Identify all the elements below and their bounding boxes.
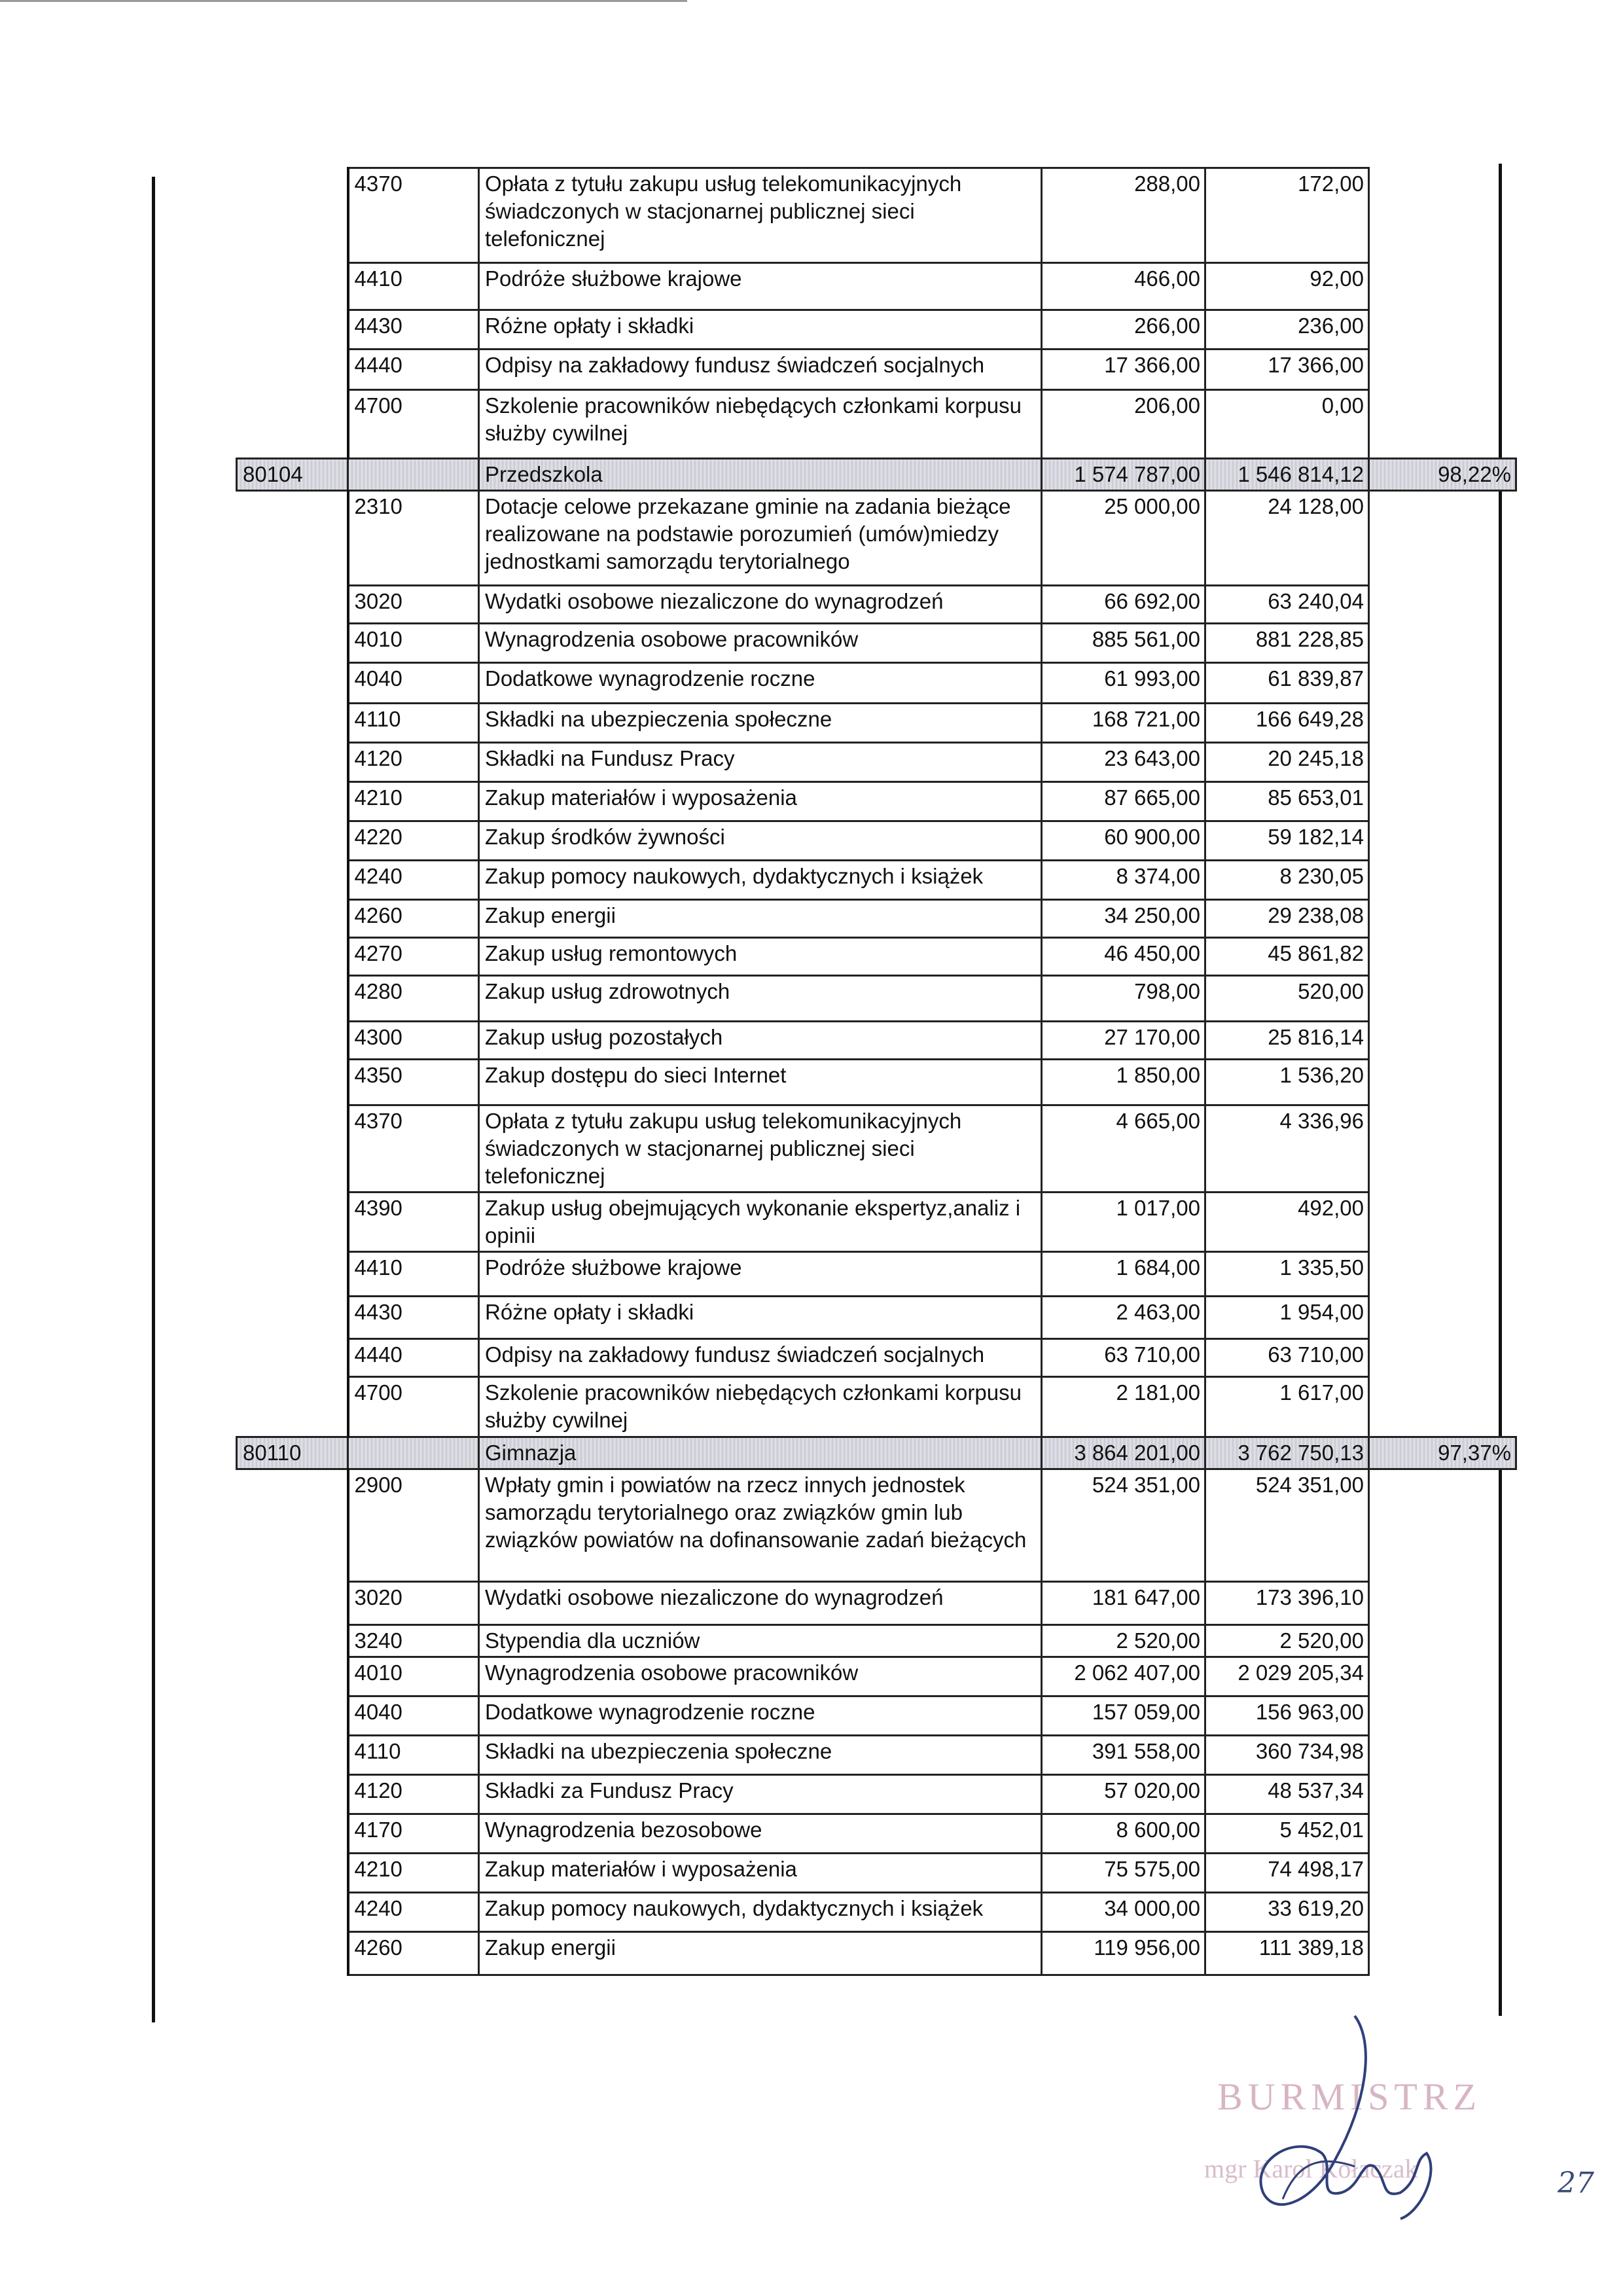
table-row bbox=[237, 390, 1516, 459]
row-description: Odpisy na zakładowy fundusz świadczeń socjalnych bbox=[479, 1339, 1042, 1377]
row-plan: 524 351,00 bbox=[1042, 1469, 1205, 1582]
section-percent: 98,22% bbox=[1369, 459, 1516, 491]
row-execution: 61 839,87 bbox=[1205, 663, 1369, 704]
table-row bbox=[237, 1625, 1516, 1657]
row-percent-blank bbox=[1369, 390, 1516, 459]
row-plan: 2 181,00 bbox=[1042, 1377, 1205, 1437]
row-plan: 168 721,00 bbox=[1042, 704, 1205, 743]
paragraph-code: 4210 bbox=[348, 1854, 479, 1893]
row-percent-blank bbox=[1369, 821, 1516, 861]
table-row bbox=[237, 1060, 1516, 1105]
row-plan: 17 366,00 bbox=[1042, 350, 1205, 390]
row-percent-blank bbox=[1369, 586, 1516, 624]
row-execution: 24 128,00 bbox=[1205, 491, 1369, 586]
paragraph-code: 4040 bbox=[348, 663, 479, 704]
paragraph-code: 4700 bbox=[348, 1377, 479, 1437]
row-percent-blank bbox=[1369, 938, 1516, 976]
row-description: Składki na ubezpieczenia społeczne bbox=[479, 1736, 1042, 1775]
table-row bbox=[237, 586, 1516, 624]
row-execution: 2 520,00 bbox=[1205, 1625, 1369, 1657]
paragraph-code: 4260 bbox=[348, 1932, 479, 1975]
row-execution: 524 351,00 bbox=[1205, 1469, 1369, 1582]
row-description: Wynagrodzenia osobowe pracowników bbox=[479, 624, 1042, 663]
section-blank bbox=[237, 1775, 348, 1814]
row-execution: 33 619,20 bbox=[1205, 1893, 1369, 1932]
handwritten-signature bbox=[1204, 2003, 1479, 2251]
section-blank bbox=[237, 624, 348, 663]
row-plan: 2 062 407,00 bbox=[1042, 1657, 1205, 1696]
row-description: Szkolenie pracowników niebędących członkami korpusu służby cywilnej bbox=[479, 1377, 1042, 1437]
row-description: Odpisy na zakładowy fundusz świadczeń socjalnych bbox=[479, 350, 1042, 390]
section-percent: 97,37% bbox=[1369, 1437, 1516, 1469]
section-plan: 3 864 201,00 bbox=[1042, 1437, 1205, 1469]
row-description: Różne opłaty i składki bbox=[479, 310, 1042, 350]
table-row bbox=[237, 1193, 1516, 1252]
row-percent-blank bbox=[1369, 491, 1516, 586]
table-row bbox=[237, 1736, 1516, 1775]
paragraph-code: 4120 bbox=[348, 743, 479, 782]
row-execution: 520,00 bbox=[1205, 976, 1369, 1022]
paragraph-code: 4120 bbox=[348, 1775, 479, 1814]
top-edge-line bbox=[0, 0, 687, 2]
paragraph-code: 4410 bbox=[348, 263, 479, 310]
row-execution: 8 230,05 bbox=[1205, 861, 1369, 900]
subsection-row-80110 bbox=[237, 1437, 1516, 1469]
row-execution: 2 029 205,34 bbox=[1205, 1657, 1369, 1696]
section-label: Przedszkola bbox=[479, 459, 1042, 491]
row-execution: 172,00 bbox=[1205, 168, 1369, 263]
row-execution: 156 963,00 bbox=[1205, 1696, 1369, 1736]
section-blank bbox=[237, 1022, 348, 1060]
section-blank bbox=[237, 1582, 348, 1625]
row-plan: 206,00 bbox=[1042, 390, 1205, 459]
paragraph-code: 4440 bbox=[348, 1339, 479, 1377]
row-description: Zakup środków żywności bbox=[479, 821, 1042, 861]
section-blank bbox=[237, 1932, 348, 1975]
row-plan: 46 450,00 bbox=[1042, 938, 1205, 976]
paragraph-code: 4300 bbox=[348, 1022, 479, 1060]
row-plan: 8 374,00 bbox=[1042, 861, 1205, 900]
table-row bbox=[237, 491, 1516, 586]
section-plan: 1 574 787,00 bbox=[1042, 459, 1205, 491]
table-row bbox=[237, 663, 1516, 704]
section-blank bbox=[237, 1297, 348, 1339]
row-execution: 48 537,34 bbox=[1205, 1775, 1369, 1814]
table-row bbox=[237, 1339, 1516, 1377]
paragraph-code: 4110 bbox=[348, 1736, 479, 1775]
row-description: Zakup usług remontowych bbox=[479, 938, 1042, 976]
paragraph-code: 2310 bbox=[348, 491, 479, 586]
paragraph-code: 4010 bbox=[348, 1657, 479, 1696]
row-plan: 57 020,00 bbox=[1042, 1775, 1205, 1814]
table-row bbox=[237, 861, 1516, 900]
section-exec: 3 762 750,13 bbox=[1205, 1437, 1369, 1469]
row-plan: 23 643,00 bbox=[1042, 743, 1205, 782]
paragraph-code: 4110 bbox=[348, 704, 479, 743]
section-blank bbox=[237, 310, 348, 350]
row-plan: 87 665,00 bbox=[1042, 782, 1205, 821]
row-plan: 60 900,00 bbox=[1042, 821, 1205, 861]
row-plan: 181 647,00 bbox=[1042, 1582, 1205, 1625]
row-description: Zakup usług zdrowotnych bbox=[479, 976, 1042, 1022]
row-description: Wynagrodzenia osobowe pracowników bbox=[479, 1657, 1042, 1696]
row-description: Wydatki osobowe niezaliczone do wynagrodzeń bbox=[479, 1582, 1042, 1625]
row-plan: 34 250,00 bbox=[1042, 900, 1205, 938]
section-blank bbox=[237, 782, 348, 821]
row-execution: 111 389,18 bbox=[1205, 1932, 1369, 1975]
row-execution: 492,00 bbox=[1205, 1193, 1369, 1252]
section-blank bbox=[237, 1696, 348, 1736]
row-execution: 360 734,98 bbox=[1205, 1736, 1369, 1775]
row-execution: 236,00 bbox=[1205, 310, 1369, 350]
paragraph-code: 4240 bbox=[348, 1893, 479, 1932]
section-blank bbox=[237, 1377, 348, 1437]
row-description: Podróże służbowe krajowe bbox=[479, 1252, 1042, 1297]
paragraph-code: 2900 bbox=[348, 1469, 479, 1582]
table-row bbox=[237, 1582, 1516, 1625]
row-execution: 1 335,50 bbox=[1205, 1252, 1369, 1297]
row-execution: 59 182,14 bbox=[1205, 821, 1369, 861]
table-row bbox=[237, 1854, 1516, 1893]
row-percent-blank bbox=[1369, 1625, 1516, 1657]
table-row bbox=[237, 168, 1516, 263]
paragraph-code: 4040 bbox=[348, 1696, 479, 1736]
row-description: Opłata z tytułu zakupu usług telekomunikacyjnych świadczonych w stacjonarnej publicznej sieci telefonicznej bbox=[479, 1105, 1042, 1193]
row-plan: 1 017,00 bbox=[1042, 1193, 1205, 1252]
section-blank bbox=[237, 350, 348, 390]
row-execution: 17 366,00 bbox=[1205, 350, 1369, 390]
row-percent-blank bbox=[1369, 1932, 1516, 1975]
paragraph-code: 4430 bbox=[348, 310, 479, 350]
row-execution: 29 238,08 bbox=[1205, 900, 1369, 938]
row-percent-blank bbox=[1369, 1893, 1516, 1932]
row-percent-blank bbox=[1369, 743, 1516, 782]
table-row bbox=[237, 1022, 1516, 1060]
table-row bbox=[237, 743, 1516, 782]
page-number: 27 bbox=[1558, 2166, 1594, 2200]
paragraph-code: 4260 bbox=[348, 900, 479, 938]
row-description: Wydatki osobowe niezaliczone do wynagrodzeń bbox=[479, 586, 1042, 624]
table-row bbox=[237, 310, 1516, 350]
table-row bbox=[237, 900, 1516, 938]
row-plan: 466,00 bbox=[1042, 263, 1205, 310]
paragraf-empty bbox=[348, 459, 479, 491]
row-description: Zakup energii bbox=[479, 1932, 1042, 1975]
table-row bbox=[237, 1932, 1516, 1975]
paragraph-code: 4390 bbox=[348, 1193, 479, 1252]
row-description: Zakup energii bbox=[479, 900, 1042, 938]
table-row bbox=[237, 938, 1516, 976]
row-plan: 1 850,00 bbox=[1042, 1060, 1205, 1105]
row-plan: 61 993,00 bbox=[1042, 663, 1205, 704]
paragraph-code: 4010 bbox=[348, 624, 479, 663]
table-row bbox=[237, 704, 1516, 743]
row-description: Zakup pomocy naukowych, dydaktycznych i książek bbox=[479, 1893, 1042, 1932]
row-plan: 34 000,00 bbox=[1042, 1893, 1205, 1932]
table-row bbox=[237, 976, 1516, 1022]
section-blank bbox=[237, 1193, 348, 1252]
row-percent-blank bbox=[1369, 900, 1516, 938]
table-row bbox=[237, 1775, 1516, 1814]
row-percent-blank bbox=[1369, 1775, 1516, 1814]
section-blank bbox=[237, 1657, 348, 1696]
row-percent-blank bbox=[1369, 1060, 1516, 1105]
section-blank bbox=[237, 263, 348, 310]
row-percent-blank bbox=[1369, 263, 1516, 310]
paragraph-code: 4240 bbox=[348, 861, 479, 900]
row-percent-blank bbox=[1369, 1469, 1516, 1582]
row-plan: 27 170,00 bbox=[1042, 1022, 1205, 1060]
row-execution: 173 396,10 bbox=[1205, 1582, 1369, 1625]
paragraph-code: 3240 bbox=[348, 1625, 479, 1657]
paragraph-code: 4280 bbox=[348, 976, 479, 1022]
paragraph-code: 4370 bbox=[348, 168, 479, 263]
section-blank bbox=[237, 390, 348, 459]
section-blank bbox=[237, 1893, 348, 1932]
row-execution: 4 336,96 bbox=[1205, 1105, 1369, 1193]
paragraph-code: 4350 bbox=[348, 1060, 479, 1105]
paragraph-code: 4370 bbox=[348, 1105, 479, 1193]
row-description: Szkolenie pracowników niebędących członkami korpusu służby cywilnej bbox=[479, 390, 1042, 459]
row-description: Wpłaty gmin i powiatów na rzecz innych jednostek samorządu terytorialnego oraz związków gmin lub związków powiatów na dofinansowanie zadań bieżących bbox=[479, 1469, 1042, 1582]
section-code: 80110 bbox=[237, 1437, 348, 1469]
row-percent-blank bbox=[1369, 1297, 1516, 1339]
row-plan: 266,00 bbox=[1042, 310, 1205, 350]
row-plan: 63 710,00 bbox=[1042, 1339, 1205, 1377]
row-execution: 63 240,04 bbox=[1205, 586, 1369, 624]
stamp-name: mgr Karol Kołaczak bbox=[1204, 2154, 1418, 2183]
row-description: Zakup materiałów i wyposażenia bbox=[479, 1854, 1042, 1893]
row-description: Zakup usług obejmujących wykonanie ekspertyz,analiz i opinii bbox=[479, 1193, 1042, 1252]
row-percent-blank bbox=[1369, 1105, 1516, 1193]
table-row bbox=[237, 1252, 1516, 1297]
row-description: Różne opłaty i składki bbox=[479, 1297, 1042, 1339]
row-description: Zakup pomocy naukowych, dydaktycznych i książek bbox=[479, 861, 1042, 900]
row-percent-blank bbox=[1369, 1854, 1516, 1893]
table-row bbox=[237, 782, 1516, 821]
subsection-row-80104 bbox=[237, 459, 1516, 491]
row-percent-blank bbox=[1369, 1022, 1516, 1060]
row-execution: 20 245,18 bbox=[1205, 743, 1369, 782]
row-execution: 74 498,17 bbox=[1205, 1854, 1369, 1893]
section-blank bbox=[237, 1625, 348, 1657]
paragraph-code: 4270 bbox=[348, 938, 479, 976]
table-row bbox=[237, 263, 1516, 310]
row-percent-blank bbox=[1369, 663, 1516, 704]
row-description: Zakup usług pozostałych bbox=[479, 1022, 1042, 1060]
paragraph-code: 4210 bbox=[348, 782, 479, 821]
table-row bbox=[237, 1105, 1516, 1193]
section-blank bbox=[237, 1736, 348, 1775]
row-percent-blank bbox=[1369, 1252, 1516, 1297]
stamp-title: BURMISTRZ bbox=[1217, 2075, 1482, 2118]
row-percent-blank bbox=[1369, 704, 1516, 743]
row-percent-blank bbox=[1369, 1696, 1516, 1736]
table-row bbox=[237, 1814, 1516, 1854]
paragraph-code: 4430 bbox=[348, 1297, 479, 1339]
row-description: Wynagrodzenia bezosobowe bbox=[479, 1814, 1042, 1854]
row-percent-blank bbox=[1369, 1339, 1516, 1377]
row-description: Zakup dostępu do sieci Internet bbox=[479, 1060, 1042, 1105]
table-row bbox=[237, 1297, 1516, 1339]
row-plan: 391 558,00 bbox=[1042, 1736, 1205, 1775]
row-execution: 1 617,00 bbox=[1205, 1377, 1369, 1437]
table-row bbox=[237, 1377, 1516, 1437]
table-row bbox=[237, 1657, 1516, 1696]
row-description: Podróże służbowe krajowe bbox=[479, 263, 1042, 310]
row-plan: 119 956,00 bbox=[1042, 1932, 1205, 1975]
row-plan: 2 520,00 bbox=[1042, 1625, 1205, 1657]
section-blank bbox=[237, 168, 348, 263]
row-plan: 288,00 bbox=[1042, 168, 1205, 263]
section-blank bbox=[237, 976, 348, 1022]
row-percent-blank bbox=[1369, 1814, 1516, 1854]
table-row bbox=[237, 1696, 1516, 1736]
row-plan: 798,00 bbox=[1042, 976, 1205, 1022]
row-execution: 0,00 bbox=[1205, 390, 1369, 459]
row-execution: 45 861,82 bbox=[1205, 938, 1369, 976]
section-code: 80104 bbox=[237, 459, 348, 491]
row-description: Stypendia dla uczniów bbox=[479, 1625, 1042, 1657]
row-plan: 8 600,00 bbox=[1042, 1814, 1205, 1854]
budget-table-container bbox=[236, 167, 1515, 1976]
section-blank bbox=[237, 1469, 348, 1582]
paragraph-code: 3020 bbox=[348, 1582, 479, 1625]
table-row bbox=[237, 1469, 1516, 1582]
section-blank bbox=[237, 491, 348, 586]
row-percent-blank bbox=[1369, 310, 1516, 350]
row-description: Składki za Fundusz Pracy bbox=[479, 1775, 1042, 1814]
section-blank bbox=[237, 1060, 348, 1105]
row-description: Składki na Fundusz Pracy bbox=[479, 743, 1042, 782]
paragraph-code: 4170 bbox=[348, 1814, 479, 1854]
row-execution: 1 536,20 bbox=[1205, 1060, 1369, 1105]
table-row bbox=[237, 350, 1516, 390]
budget-table-body bbox=[237, 168, 1516, 1975]
row-description: Dodatkowe wynagrodzenie roczne bbox=[479, 1696, 1042, 1736]
section-blank bbox=[237, 1105, 348, 1193]
row-description: Opłata z tytułu zakupu usług telekomunikacyjnych świadczonych w stacjonarnej publicznej sieci telefonicznej bbox=[479, 168, 1042, 263]
row-percent-blank bbox=[1369, 861, 1516, 900]
section-blank bbox=[237, 1814, 348, 1854]
row-plan: 4 665,00 bbox=[1042, 1105, 1205, 1193]
row-execution: 166 649,28 bbox=[1205, 704, 1369, 743]
section-label: Gimnazja bbox=[479, 1437, 1042, 1469]
row-percent-blank bbox=[1369, 624, 1516, 663]
row-execution: 92,00 bbox=[1205, 263, 1369, 310]
section-blank bbox=[237, 821, 348, 861]
paragraph-code: 4410 bbox=[348, 1252, 479, 1297]
row-plan: 25 000,00 bbox=[1042, 491, 1205, 586]
section-blank bbox=[237, 1854, 348, 1893]
row-plan: 75 575,00 bbox=[1042, 1854, 1205, 1893]
row-execution: 1 954,00 bbox=[1205, 1297, 1369, 1339]
row-percent-blank bbox=[1369, 976, 1516, 1022]
row-execution: 5 452,01 bbox=[1205, 1814, 1369, 1854]
row-percent-blank bbox=[1369, 782, 1516, 821]
paragraph-code: 3020 bbox=[348, 586, 479, 624]
row-plan: 885 561,00 bbox=[1042, 624, 1205, 663]
section-blank bbox=[237, 586, 348, 624]
section-blank bbox=[237, 938, 348, 976]
paragraph-code: 4440 bbox=[348, 350, 479, 390]
section-blank bbox=[237, 743, 348, 782]
table-row bbox=[237, 821, 1516, 861]
budget-table bbox=[236, 167, 1517, 1976]
row-plan: 66 692,00 bbox=[1042, 586, 1205, 624]
table-row bbox=[237, 1893, 1516, 1932]
row-description: Dodatkowe wynagrodzenie roczne bbox=[479, 663, 1042, 704]
row-percent-blank bbox=[1369, 1377, 1516, 1437]
row-percent-blank bbox=[1369, 1582, 1516, 1625]
row-description: Składki na ubezpieczenia społeczne bbox=[479, 704, 1042, 743]
paragraph-code: 4700 bbox=[348, 390, 479, 459]
row-execution: 881 228,85 bbox=[1205, 624, 1369, 663]
paragraf-empty bbox=[348, 1437, 479, 1469]
section-blank bbox=[237, 861, 348, 900]
row-execution: 85 653,01 bbox=[1205, 782, 1369, 821]
row-plan: 2 463,00 bbox=[1042, 1297, 1205, 1339]
paragraph-code: 4220 bbox=[348, 821, 479, 861]
left-margin-line bbox=[152, 177, 155, 2022]
row-percent-blank bbox=[1369, 1736, 1516, 1775]
row-percent-blank bbox=[1369, 1193, 1516, 1252]
row-execution: 63 710,00 bbox=[1205, 1339, 1369, 1377]
row-description: Zakup materiałów i wyposażenia bbox=[479, 782, 1042, 821]
row-execution: 25 816,14 bbox=[1205, 1022, 1369, 1060]
row-percent-blank bbox=[1369, 168, 1516, 263]
row-description: Dotacje celowe przekazane gminie na zadania bieżące realizowane na podstawie porozumień (umów)miedzy jednostkami samorządu terytorialnego bbox=[479, 491, 1042, 586]
section-blank bbox=[237, 1339, 348, 1377]
row-percent-blank bbox=[1369, 1657, 1516, 1696]
row-plan: 1 684,00 bbox=[1042, 1252, 1205, 1297]
section-blank bbox=[237, 900, 348, 938]
table-row bbox=[237, 624, 1516, 663]
section-exec: 1 546 814,12 bbox=[1205, 459, 1369, 491]
row-percent-blank bbox=[1369, 350, 1516, 390]
row-plan: 157 059,00 bbox=[1042, 1696, 1205, 1736]
section-blank bbox=[237, 1252, 348, 1297]
section-blank bbox=[237, 663, 348, 704]
section-blank bbox=[237, 704, 348, 743]
